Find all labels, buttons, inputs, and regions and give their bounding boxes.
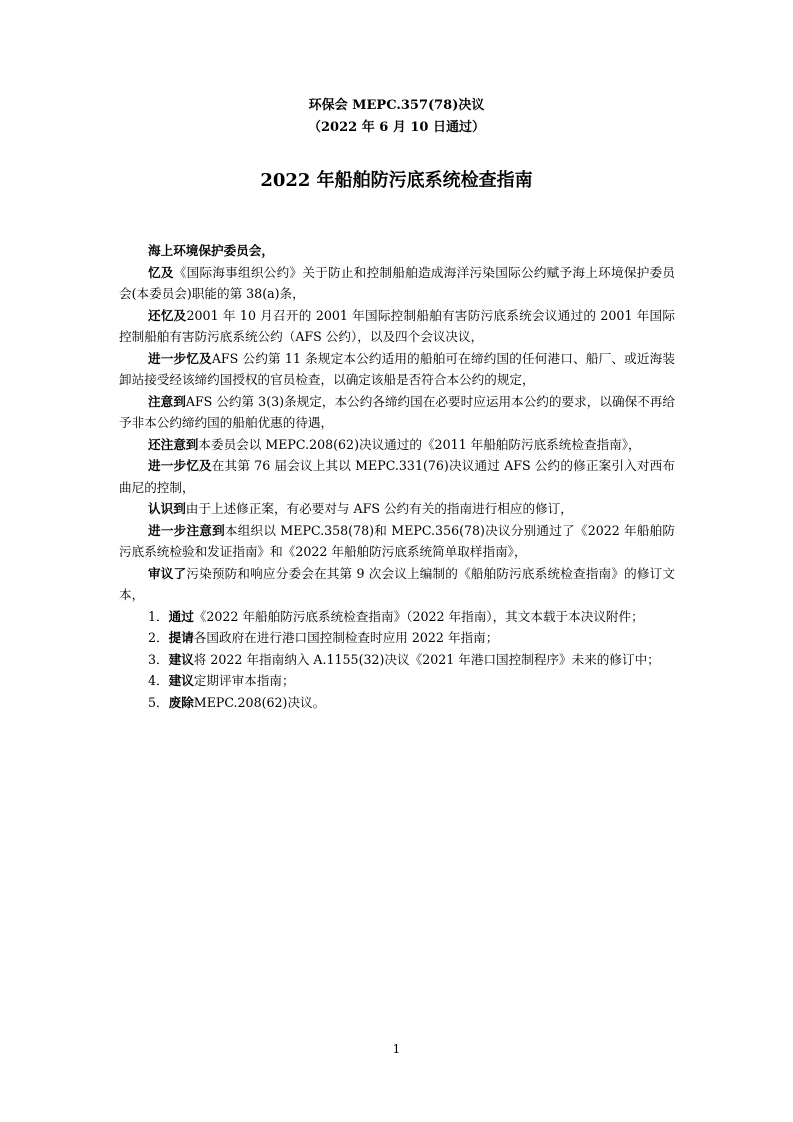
- item-text: 将 2022 年指南纳入 A.1155(32)决议《2021 年港口国控制程序》未来的修订中；: [193, 651, 660, 667]
- document-body: [119, 240, 675, 713]
- preamble-paragraph: [119, 455, 675, 498]
- item-text: MEPC.208(62)决议。: [193, 694, 326, 710]
- item-keyword: 提请: [168, 630, 194, 645]
- preamble-paragraph: [119, 520, 675, 563]
- paragraph-text: 本组织以 MEPC.358(78)和 MEPC.356(78)决议分别通过了《2022 年船舶防污底系统检验和发证指南》和《2022 年船舶防污底系统简单取样指南》，: [119, 522, 676, 559]
- item-keyword: 通过: [168, 608, 194, 624]
- page-number: 1: [392, 1042, 401, 1056]
- paragraph-text: 本委员会以 MEPC.208(62)决议通过的《2011 年船舶防污底系统检查指南》，: [198, 436, 641, 452]
- preamble-paragraph: [119, 563, 675, 606]
- paragraph-text: 污染预防和响应分委会在其第 9 次会议上编制的《船舶防污底系统检查指南》的修订文本，: [119, 565, 675, 602]
- operative-item: [119, 692, 675, 714]
- paragraph-keyword: 还注意到: [148, 436, 199, 452]
- paragraph-keyword: 进一步忆及: [148, 350, 212, 366]
- paragraph-keyword: 注意到: [148, 393, 186, 409]
- item-number: 4．: [148, 673, 169, 688]
- adoption-date: （2022 年 6 月 10 日通过）: [308, 120, 485, 135]
- paragraph-keyword: 进一步忆及: [148, 458, 212, 473]
- item-keyword: 废除: [168, 694, 194, 710]
- paragraph-text: 在其第 76 届会议上其以 MEPC.331(76)决议通过 AFS 公约的修正案引入对西布曲尼的控制，: [119, 458, 675, 495]
- paragraph-keyword: 审议了: [148, 565, 187, 581]
- paragraph-text: AFS 公约第 3(3)条规定，本公约各缔约国在必要时应运用本公约的要求，以确保不再给予非本公约缔约国的船舶优惠的待遇，: [119, 393, 675, 430]
- paragraph-keyword: 进一步注意到: [148, 522, 225, 538]
- item-number: 5．: [148, 694, 169, 710]
- paragraph-text: 2001 年 10 月召开的 2001 年国际控制船舶有害防污底系统会议通过的 2001 年国际控制船舶有害防污底系统公约（AFS 公约），以及四个会议决议，: [119, 307, 675, 344]
- operative-item: [119, 606, 675, 628]
- committee-name: 海上环境保护委员会，: [148, 243, 274, 258]
- item-number: 2．: [148, 630, 169, 645]
- item-text: 各国政府在进行港口国控制检查时应用 2022 年指南；: [193, 630, 499, 645]
- operative-item: [119, 627, 675, 649]
- preamble-paragraph: [119, 348, 675, 391]
- item-keyword: 建议: [168, 651, 194, 667]
- operative-item: [119, 670, 675, 692]
- paragraph-text: 《国际海事组织公约》关于防止和控制船舶造成海洋污染国际公约赋予海上环境保护委员会(本委员会)职能的第 38(a)条，: [119, 264, 676, 301]
- item-number: 3．: [148, 651, 169, 667]
- item-keyword: 建议: [168, 673, 194, 688]
- operative-item: [119, 649, 675, 671]
- preamble-paragraph: [119, 391, 675, 434]
- paragraph-text: AFS 公约第 11 条规定本公约适用的船舶可在缔约国的任何港口、船厂、或近海装卸站接受经该缔约国授权的官员检查，以确定该船是否符合本公约的规定，: [119, 350, 676, 387]
- committee-line: [119, 240, 675, 262]
- preamble-paragraph: [119, 305, 675, 348]
- resolution-number: 环保会 MEPC.357(78)决议: [308, 98, 485, 113]
- paragraph-text: 由于上述修正案，有必要对与 AFS 公约有关的指南进行相应的修订，: [185, 501, 573, 516]
- preamble-paragraph: [119, 262, 675, 305]
- document-title: 2022 年船舶防污底系统检查指南: [260, 170, 533, 191]
- item-text: 定期评审本指南；: [193, 673, 295, 688]
- item-number: 1．: [148, 608, 169, 624]
- paragraph-keyword: 忆及: [148, 264, 174, 280]
- preamble-paragraph: [119, 498, 675, 520]
- preamble-paragraph: [119, 434, 675, 456]
- item-text: 《2022 年船舶防污底系统检查指南》（2022 年指南），其文本载于本决议附件；: [193, 608, 644, 624]
- paragraph-keyword: 还忆及: [148, 307, 187, 323]
- paragraph-keyword: 认识到: [148, 501, 186, 516]
